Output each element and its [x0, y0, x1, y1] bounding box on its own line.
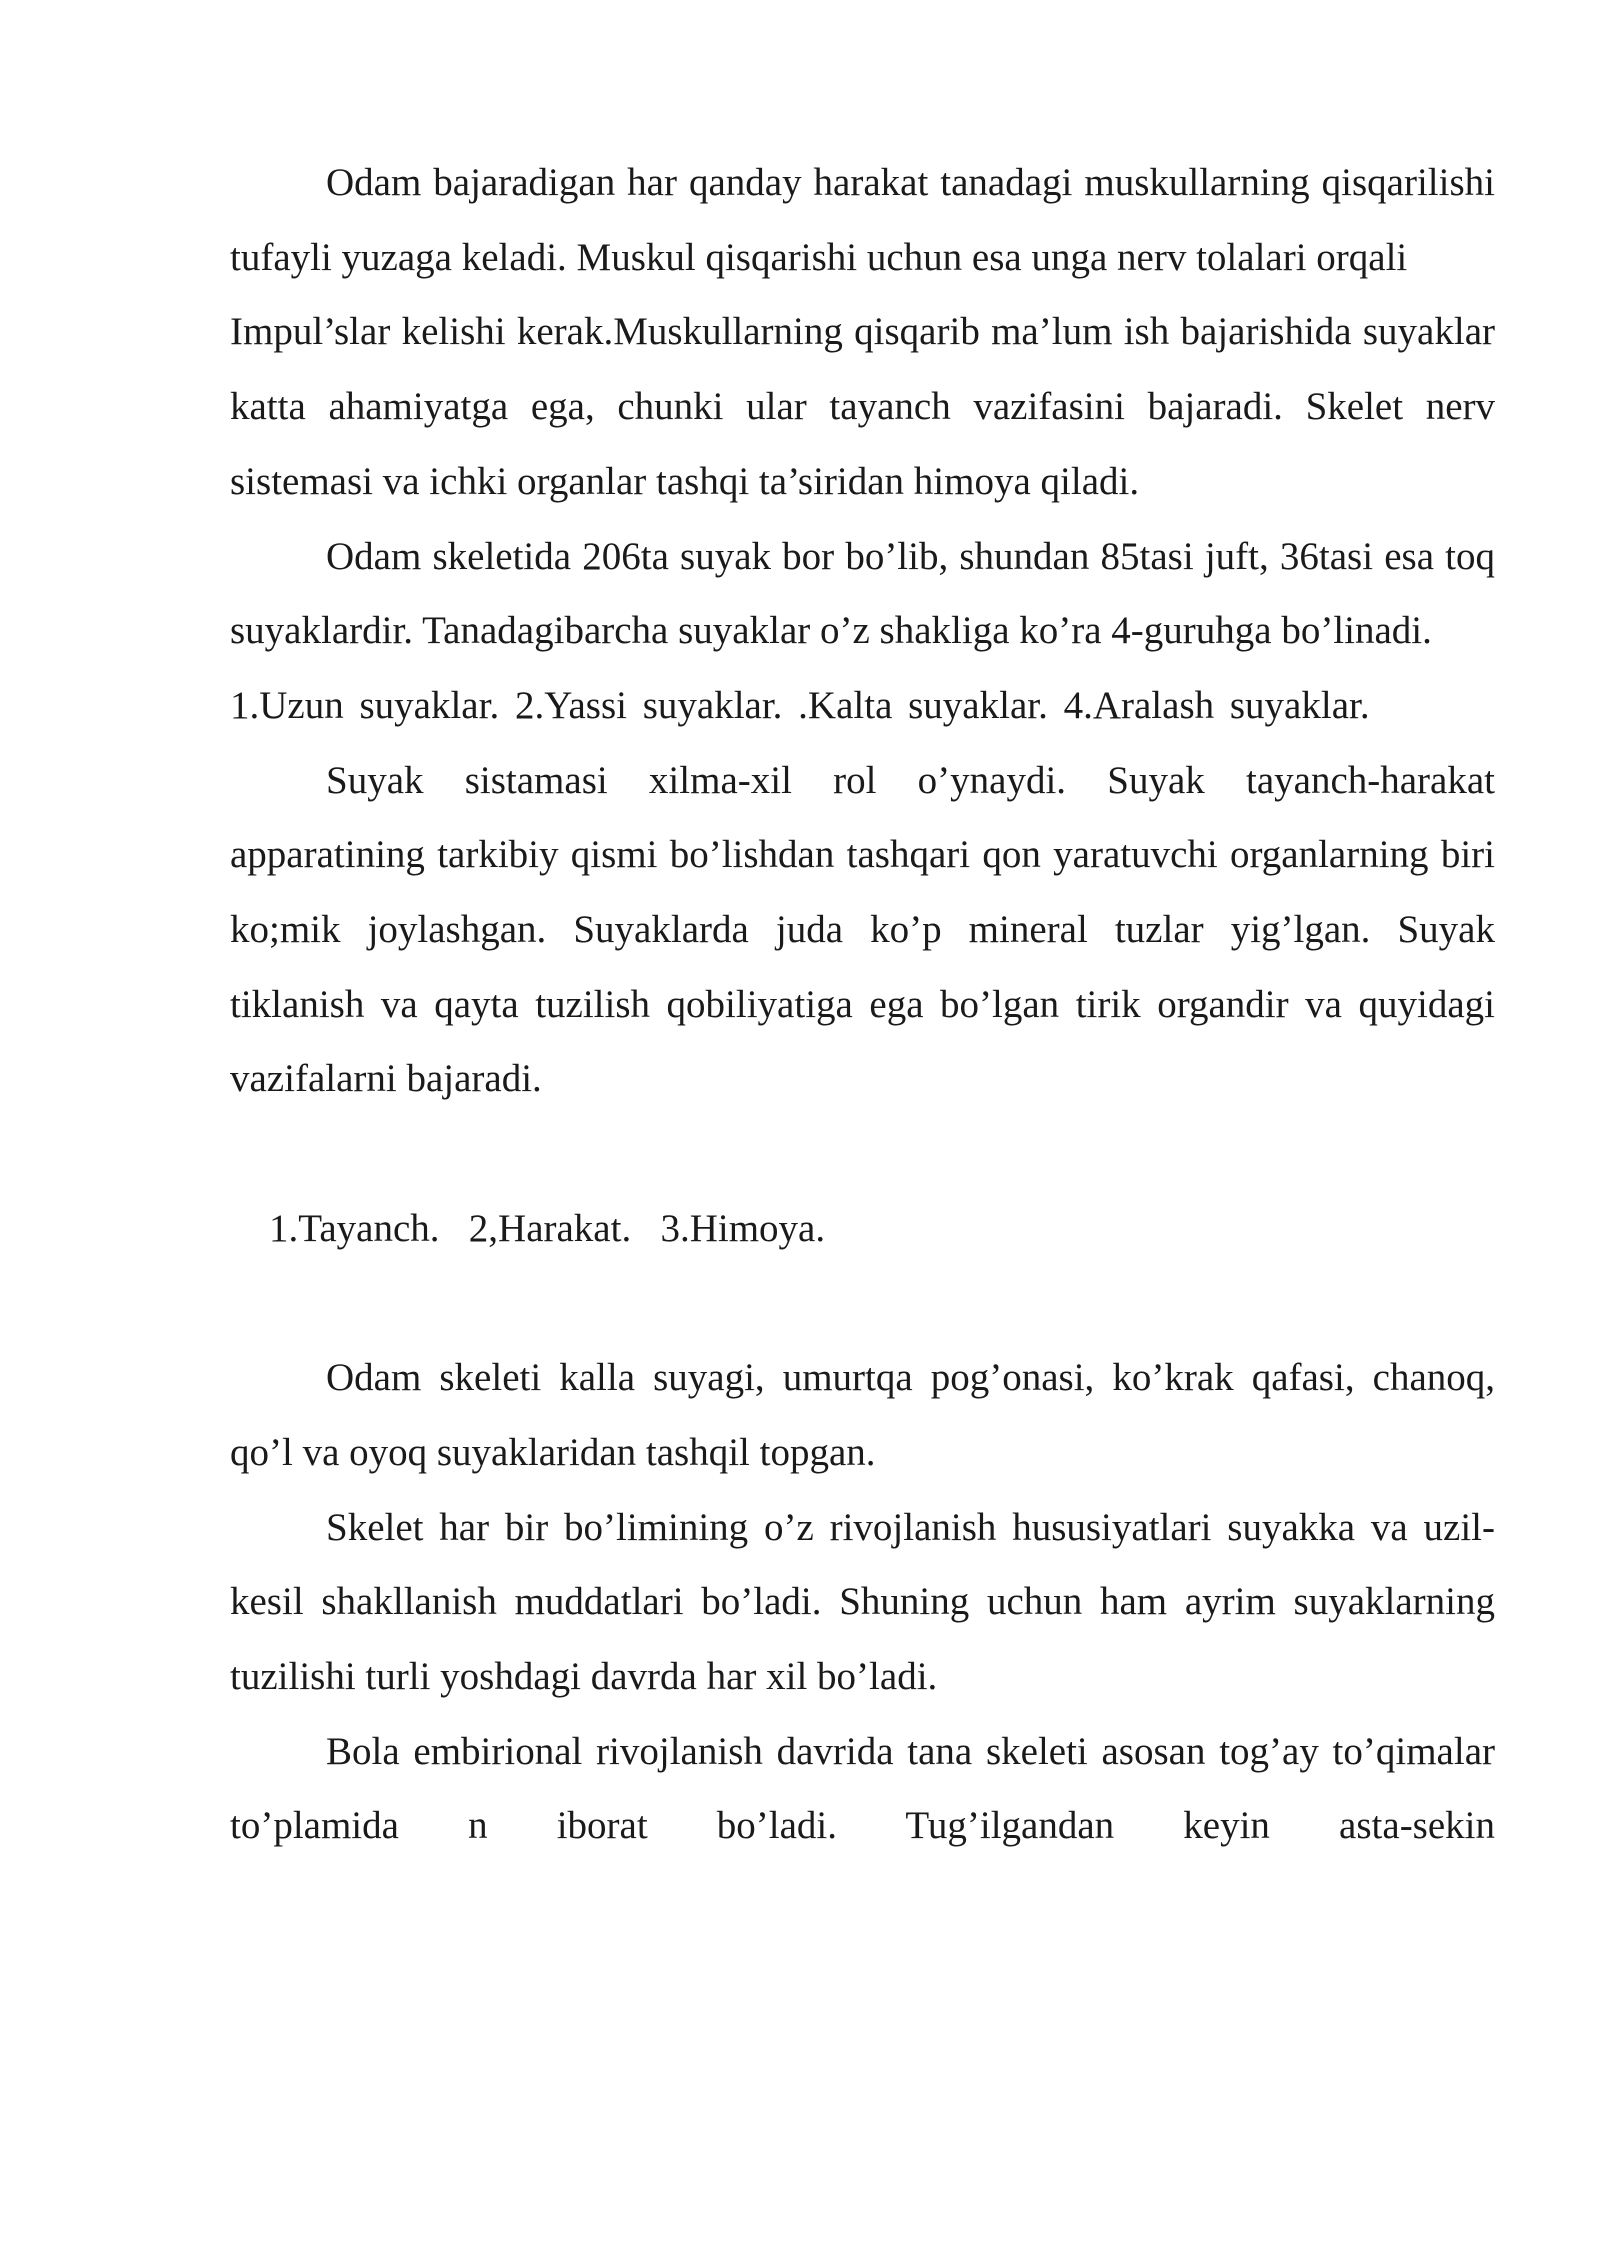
- paragraph-text: Impul’slar kelishi kerak.Muskullarning qisqarib ma’lum ish bajarishida suyaklar katta ahamiyatga ega, chunki ular tayanch vazifasini bajaradi. Skelet nerv sistemasi va ichki organlar tashqi ta’siridan himoya qiladi.: [230, 310, 1495, 503]
- paragraph-text: 1.Tayanch. 2,Harakat. 3.Himoya.: [269, 1206, 826, 1250]
- paragraph-embryonic-development: [230, 1715, 1495, 1864]
- paragraph-bone-groups-list: [230, 669, 1495, 744]
- paragraph-text: Suyak sistamasi xilma-xil rol o’ynaydi. Suyak tayanch-harakat apparatining tarkibiy qismi bo’lishdan tashqari qon yaratuvchi organlarning biri ko;mik joylashgan. Suyaklarda juda ko’p mineral tuzlar yig’lgan. Suyak tiklanish va qayta tuzilish qobiliyatiga ega bo’lgan tirik organdir va quyidagi vazifalarni bajaradi.: [230, 758, 1495, 1101]
- paragraph-skeleton-composition: [230, 1341, 1495, 1490]
- paragraph-text: Odam skeletida 206ta suyak bor bo’lib, shundan 85tasi juft, 36tasi esa toq suyaklardir. Tanadagibarcha suyaklar o’z shakliga ko’ra 4-guruhga bo’linadi.: [230, 534, 1495, 653]
- paragraph-impulses: [230, 295, 1495, 519]
- paragraph-muscle-contraction: [230, 146, 1495, 295]
- paragraph-bone-system-role: [230, 744, 1495, 1118]
- paragraph-skeleton-development: [230, 1491, 1495, 1715]
- paragraph-text: Skelet har bir bo’limining o’z rivojlanish hususiyatlari suyakka va uzil-kesil shakllanish muddatlari bo’ladi. Shuning uchun ham ayrim suyaklarning tuzilishi turli yoshdagi davrda har xil bo’ladi.: [230, 1505, 1495, 1699]
- paragraph-functions-list: [230, 1117, 1495, 1341]
- document-page: [230, 146, 1495, 1864]
- paragraph-text: 1.Uzun suyaklar. 2.Yassi suyaklar. .Kalta suyaklar. 4.Aralash suyaklar.: [230, 683, 1370, 727]
- paragraph-bone-count: [230, 520, 1495, 669]
- paragraph-text: Odam skeleti kalla suyagi, umurtqa pog’onasi, ko’krak qafasi, chanoq, qo’l va oyoq suyaklaridan tashqil topgan.: [230, 1356, 1495, 1474]
- paragraph-text: Bola embirional rivojlanish davrida tana skeleti asosan tog’ay to’qimalar to’plamida n iborat bo’ladi. Tug’ilgandan keyin asta-sekin: [230, 1729, 1495, 1848]
- paragraph-text: Odam bajaradigan har qanday harakat tanadagi muskullarning qisqarilishi tufayli yuzaga keladi. Muskul qisqarishi uchun esa unga nerv tolalari orqali: [230, 161, 1495, 279]
